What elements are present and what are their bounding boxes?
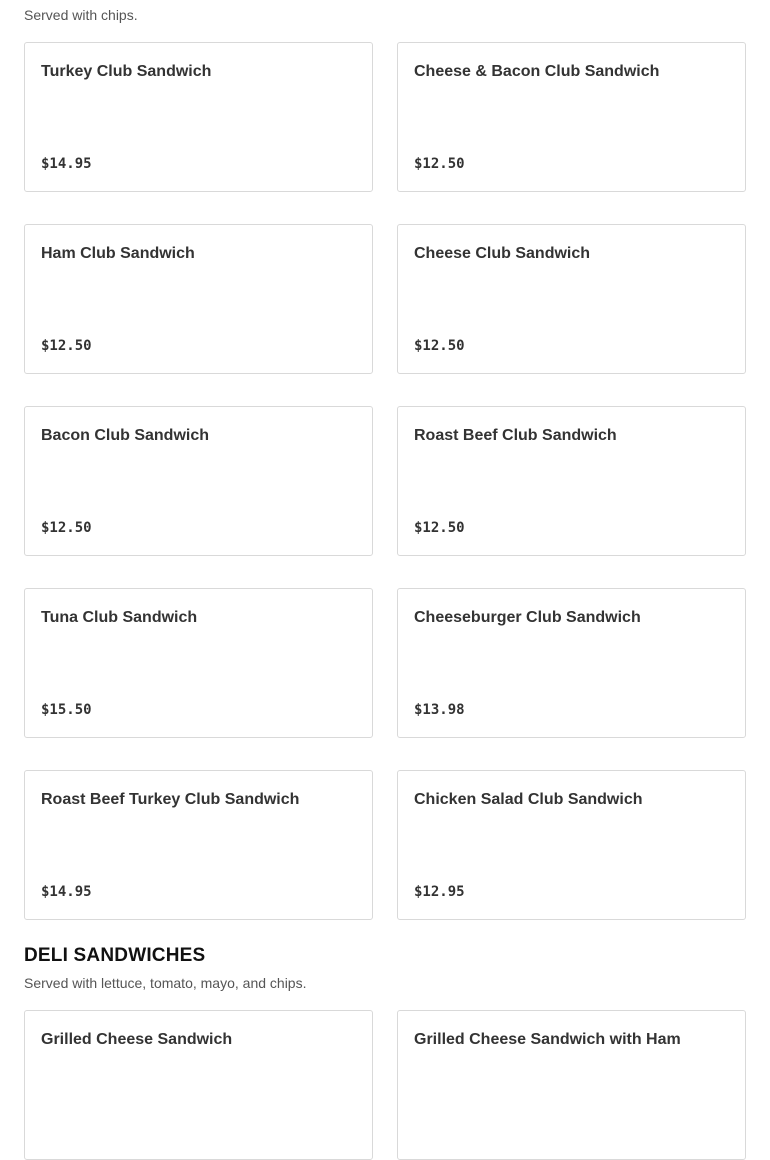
- menu-item-card[interactable]: [397, 406, 746, 556]
- menu-item-price: $14.95: [41, 156, 92, 172]
- menu-item-price: $12.50: [414, 338, 465, 354]
- menu-item-price: $12.50: [41, 338, 92, 354]
- menu-item-name: Chicken Salad Club Sandwich: [414, 791, 643, 808]
- menu-item-name: Turkey Club Sandwich: [41, 63, 212, 80]
- club-sandwiches-section: [24, 6, 746, 920]
- menu-item-grid: [24, 42, 746, 920]
- menu-item-price: $13.98: [414, 702, 465, 718]
- menu-item-name: Cheese Club Sandwich: [414, 245, 591, 262]
- menu-item-grid: [24, 1010, 746, 1160]
- menu-item-price: $12.95: [414, 884, 465, 900]
- menu-item-name: Roast Beef Turkey Club Sandwich: [41, 791, 300, 808]
- menu-item-card[interactable]: [24, 588, 373, 738]
- menu-item-card[interactable]: [397, 588, 746, 738]
- menu-item-name: Cheeseburger Club Sandwich: [414, 609, 641, 626]
- section-title: DELI SANDWICHES: [24, 945, 206, 966]
- menu-item-card[interactable]: [397, 1010, 746, 1160]
- section-description: Served with chips.: [24, 7, 138, 23]
- menu-item-card[interactable]: [24, 406, 373, 556]
- menu-item-card[interactable]: [397, 224, 746, 374]
- deli-sandwiches-section: [24, 944, 746, 1160]
- menu-item-card[interactable]: [24, 224, 373, 374]
- menu-item-price: $15.50: [41, 702, 92, 718]
- menu-item-card[interactable]: [397, 42, 746, 192]
- menu-item-name: Tuna Club Sandwich: [41, 609, 198, 626]
- menu-item-name: Bacon Club Sandwich: [41, 427, 210, 444]
- menu-item-price: $12.50: [414, 156, 465, 172]
- menu-item-card[interactable]: [24, 770, 373, 920]
- menu-item-price: $14.95: [41, 884, 92, 900]
- menu-item-card[interactable]: [397, 770, 746, 920]
- menu-item-card[interactable]: [24, 1010, 373, 1160]
- menu-item-name: Ham Club Sandwich: [41, 245, 195, 262]
- menu-item-name: Cheese & Bacon Club Sandwich: [414, 63, 660, 80]
- section-description: Served with lettuce, tomato, mayo, and chips.: [24, 975, 307, 991]
- menu-item-price: $12.50: [414, 520, 465, 536]
- menu-item-name: Grilled Cheese Sandwich with Ham: [414, 1031, 681, 1048]
- menu-item-card[interactable]: [24, 42, 373, 192]
- menu-item-price: $12.50: [41, 520, 92, 536]
- menu-item-name: Roast Beef Club Sandwich: [414, 427, 617, 444]
- menu-item-name: Grilled Cheese Sandwich: [41, 1031, 233, 1048]
